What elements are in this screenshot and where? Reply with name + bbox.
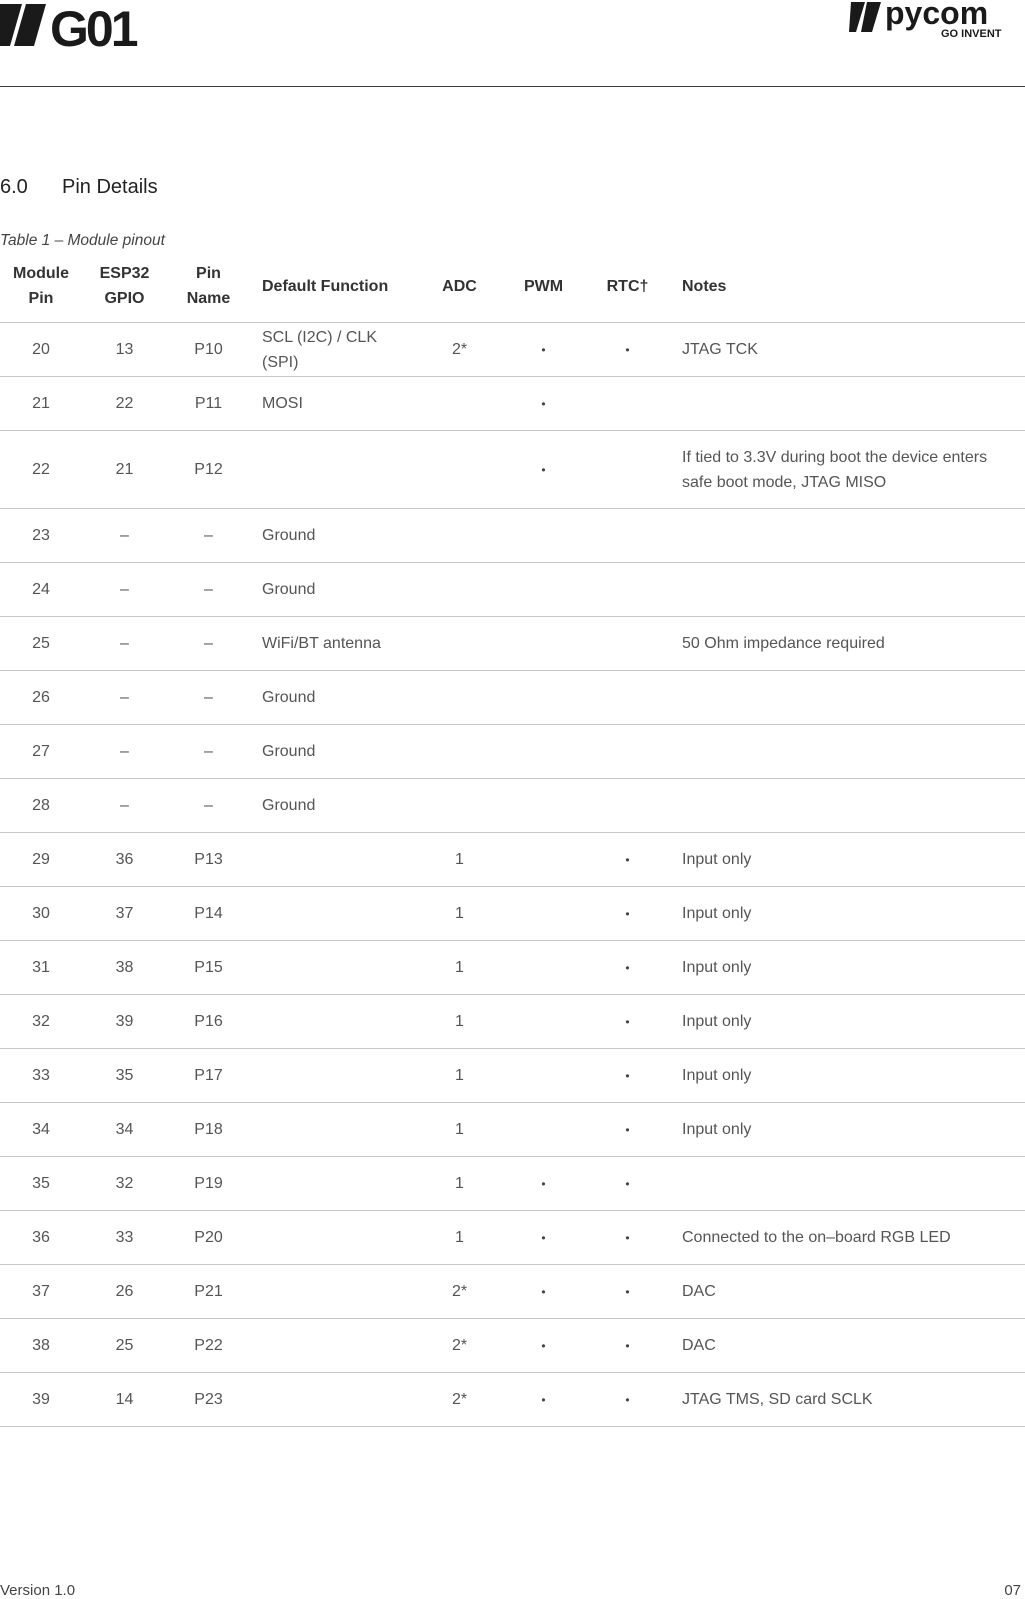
default-function-cell [250,833,417,887]
gpio-cell: – [82,779,167,833]
module-pin-cell: 32 [0,995,82,1049]
notes-cell: Input only [670,1103,1025,1157]
rtc-cell-mark: • [625,1068,630,1083]
default-function-cell: Ground [250,563,417,617]
rtc-cell [585,509,670,563]
pwm-cell-mark: • [541,396,546,411]
notes-cell: 50 Ohm impedance required [670,617,1025,671]
adc-cell: 1 [417,1211,502,1265]
rtc-cell-mark: • [625,852,630,867]
pin-name-cell: P15 [167,941,250,995]
notes-cell [670,725,1025,779]
pycom-tagline: GO INVENT [941,28,1002,40]
notes-cell: Input only [670,941,1025,995]
gpio-cell: 34 [82,1103,167,1157]
pwm-cell-mark: • [541,1230,546,1245]
module-pin-cell: 38 [0,1319,82,1373]
table-header-row [0,250,1025,323]
module-pin-cell: 21 [0,377,82,431]
adc-cell: 1 [417,1049,502,1103]
pin-name-cell: – [167,671,250,725]
module-pin-cell: 27 [0,725,82,779]
notes-cell: JTAG TCK [670,323,1025,377]
adc-cell [417,509,502,563]
rtc-cell [585,323,670,377]
gpio-cell: 33 [82,1211,167,1265]
section-title: Pin Details [62,176,158,198]
pwm-cell [502,671,585,725]
footer-version: Version 1.0 [0,1582,76,1599]
rtc-cell-mark: • [625,1176,630,1191]
rtc-cell [585,563,670,617]
pwm-cell-mark: • [541,1392,546,1407]
gpio-cell: 35 [82,1049,167,1103]
notes-cell [670,671,1025,725]
default-function-cell [250,1157,417,1211]
adc-cell [417,779,502,833]
pwm-cell [502,833,585,887]
pwm-cell [502,563,585,617]
rtc-cell-mark: • [625,342,630,357]
rtc-cell-mark: • [625,906,630,921]
table-row [0,1265,1025,1319]
default-function-cell [250,941,417,995]
pwm-cell [502,941,585,995]
notes-cell [670,1157,1025,1211]
pin-name-cell: – [167,725,250,779]
pwm-cell [502,779,585,833]
pwm-cell [502,1211,585,1265]
rtc-cell [585,887,670,941]
pin-name-cell: P22 [167,1319,250,1373]
pin-name-cell: – [167,617,250,671]
adc-cell [417,671,502,725]
section-heading [0,176,158,199]
pwm-cell [502,1157,585,1211]
table-row [0,1373,1025,1427]
gpio-cell: – [82,563,167,617]
module-pin-cell: 33 [0,1049,82,1103]
rtc-cell [585,671,670,725]
adc-cell [417,563,502,617]
adc-cell: 1 [417,941,502,995]
col-header-rtc: RTC† [585,250,670,323]
pwm-cell [502,431,585,509]
rtc-cell [585,617,670,671]
adc-cell: 1 [417,887,502,941]
gpio-cell: 14 [82,1373,167,1427]
pin-name-cell: P14 [167,887,250,941]
adc-cell: 2* [417,1265,502,1319]
pin-name-cell: – [167,563,250,617]
table-row [0,671,1025,725]
col-header-pwm: PWM [502,250,585,323]
g01-logo-text: G01 [50,1,136,50]
table-row [0,995,1025,1049]
module-pin-cell: 34 [0,1103,82,1157]
pwm-cell-mark: • [541,1338,546,1353]
module-pin-cell: 30 [0,887,82,941]
default-function-cell [250,1211,417,1265]
pin-name-cell: P12 [167,431,250,509]
rtc-cell [585,1265,670,1319]
gpio-cell: 36 [82,833,167,887]
table-row [0,1157,1025,1211]
rtc-cell [585,1103,670,1157]
module-pin-cell: 25 [0,617,82,671]
rtc-cell [585,833,670,887]
table-row [0,617,1025,671]
default-function-cell: Ground [250,509,417,563]
pwm-cell-mark: • [541,1284,546,1299]
rtc-cell-mark: • [625,1338,630,1353]
notes-cell: DAC [670,1265,1025,1319]
default-function-cell: Ground [250,779,417,833]
pin-name-cell: P13 [167,833,250,887]
pwm-cell-mark: • [541,1176,546,1191]
gpio-cell: 26 [82,1265,167,1319]
rtc-cell-mark: • [625,960,630,975]
rtc-cell-mark: • [625,1392,630,1407]
pinout-table [0,250,1025,1427]
default-function-cell [250,995,417,1049]
pin-name-cell: P10 [167,323,250,377]
table-row [0,1319,1025,1373]
adc-cell [417,725,502,779]
default-function-cell: Ground [250,671,417,725]
notes-cell: Input only [670,1049,1025,1103]
rtc-cell [585,1157,670,1211]
module-pin-cell: 20 [0,323,82,377]
pwm-cell [502,1373,585,1427]
default-function-cell [250,1049,417,1103]
table-row [0,833,1025,887]
pwm-cell [502,725,585,779]
pwm-cell [502,509,585,563]
gpio-cell: 21 [82,431,167,509]
pwm-cell [502,1103,585,1157]
notes-cell: Input only [670,887,1025,941]
notes-cell [670,377,1025,431]
gpio-cell: 25 [82,1319,167,1373]
table-row [0,1103,1025,1157]
col-header-module-pin: Module Pin [0,250,82,323]
table-row [0,887,1025,941]
gpio-cell: 32 [82,1157,167,1211]
g01-logo [0,0,170,50]
table-row [0,1211,1025,1265]
rtc-cell-mark: • [625,1014,630,1029]
adc-cell [417,377,502,431]
adc-cell [417,617,502,671]
default-function-cell [250,1319,417,1373]
pwm-cell [502,1049,585,1103]
rtc-cell [585,1211,670,1265]
notes-cell: Input only [670,833,1025,887]
pycom-logo-text: pycom [885,0,989,31]
default-function-cell [250,1373,417,1427]
module-pin-cell: 28 [0,779,82,833]
default-function-cell: WiFi/BT antenna [250,617,417,671]
rtc-cell [585,1049,670,1103]
pwm-cell [502,995,585,1049]
module-pin-cell: 39 [0,1373,82,1427]
adc-cell: 1 [417,833,502,887]
notes-cell [670,509,1025,563]
rtc-cell [585,1319,670,1373]
adc-cell: 1 [417,995,502,1049]
default-function-cell [250,1265,417,1319]
default-function-cell [250,431,417,509]
pin-name-cell: P16 [167,995,250,1049]
table-row [0,563,1025,617]
module-pin-cell: 29 [0,833,82,887]
pwm-cell-mark: • [541,342,546,357]
table-row [0,377,1025,431]
rtc-cell [585,779,670,833]
pin-name-cell: P19 [167,1157,250,1211]
rtc-cell-mark: • [625,1230,630,1245]
rtc-cell-mark: • [625,1284,630,1299]
pin-name-cell: P20 [167,1211,250,1265]
pin-name-cell: – [167,779,250,833]
gpio-cell: 39 [82,995,167,1049]
default-function-cell [250,1103,417,1157]
module-pin-cell: 36 [0,1211,82,1265]
notes-cell: DAC [670,1319,1025,1373]
default-function-cell: MOSI [250,377,417,431]
adc-cell: 1 [417,1157,502,1211]
default-function-cell: SCL (I2C) / CLK (SPI) [250,323,417,377]
notes-cell: Input only [670,995,1025,1049]
pin-name-cell: P21 [167,1265,250,1319]
adc-cell: 2* [417,1319,502,1373]
module-pin-cell: 35 [0,1157,82,1211]
table-row [0,323,1025,377]
col-header-gpio: ESP32 GPIO [82,250,167,323]
pin-name-cell: – [167,509,250,563]
notes-cell [670,563,1025,617]
adc-cell: 1 [417,1103,502,1157]
module-pin-cell: 26 [0,671,82,725]
header-divider [0,86,1025,87]
pwm-cell [502,887,585,941]
module-pin-cell: 31 [0,941,82,995]
module-pin-cell: 37 [0,1265,82,1319]
pwm-cell-mark: • [541,462,546,477]
notes-cell: If tied to 3.3V during boot the device enters safe boot mode, JTAG MISO [670,431,1025,509]
rtc-cell [585,725,670,779]
pin-name-cell: P23 [167,1373,250,1427]
table-caption: Table 1 – Module pinout [0,232,165,249]
gpio-cell: – [82,509,167,563]
gpio-cell: – [82,725,167,779]
rtc-cell [585,995,670,1049]
gpio-cell: – [82,671,167,725]
table-row [0,509,1025,563]
pwm-cell [502,377,585,431]
col-header-pin-name: Pin Name [167,250,250,323]
module-pin-cell: 22 [0,431,82,509]
rtc-cell [585,377,670,431]
table-row [0,431,1025,509]
table-row [0,941,1025,995]
pwm-cell [502,323,585,377]
default-function-cell: Ground [250,725,417,779]
rtc-cell-mark: • [625,1122,630,1137]
rtc-cell [585,1373,670,1427]
table-row [0,725,1025,779]
pin-name-cell: P11 [167,377,250,431]
pin-name-cell: P18 [167,1103,250,1157]
col-header-notes: Notes [670,250,1025,323]
module-pin-cell: 24 [0,563,82,617]
pycom-logo [845,0,1025,40]
gpio-cell: – [82,617,167,671]
adc-cell: 2* [417,323,502,377]
gpio-cell: 38 [82,941,167,995]
rtc-cell [585,941,670,995]
default-function-cell [250,887,417,941]
adc-cell: 2* [417,1373,502,1427]
table-border-gap [511,1478,683,1481]
pwm-cell [502,617,585,671]
notes-cell: Connected to the on–board RGB LED [670,1211,1025,1265]
col-header-adc: ADC [417,250,502,323]
gpio-cell: 37 [82,887,167,941]
rtc-cell [585,431,670,509]
pwm-cell [502,1319,585,1373]
module-pin-cell: 23 [0,509,82,563]
notes-cell [670,779,1025,833]
table-row [0,779,1025,833]
footer-page-number: 07 [1004,1582,1021,1599]
gpio-cell: 13 [82,323,167,377]
gpio-cell: 22 [82,377,167,431]
pin-name-cell: P17 [167,1049,250,1103]
section-number: 6.0 [0,176,28,198]
notes-cell: JTAG TMS, SD card SCLK [670,1373,1025,1427]
adc-cell [417,431,502,509]
col-header-default-function: Default Function [250,250,417,323]
table-row [0,1049,1025,1103]
pwm-cell [502,1265,585,1319]
